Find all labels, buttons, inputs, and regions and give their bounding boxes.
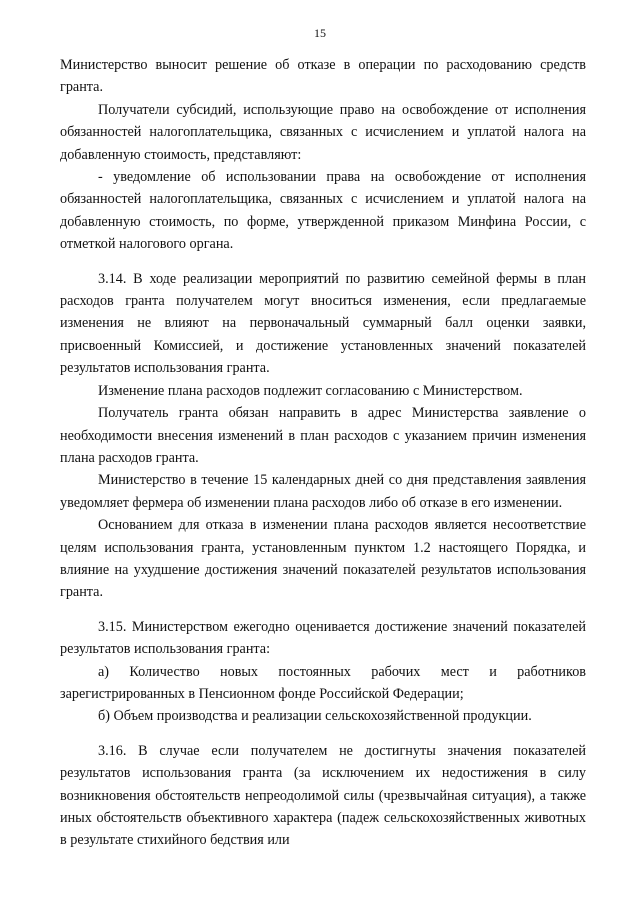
- list-item-a: а) Количество новых постоянных рабочих мест и работников зарегистрированных в Пенсионном фонде Российской Федерации;: [60, 663, 586, 702]
- document-body: [60, 54, 586, 852]
- paragraph-decision-refusal: Министерство выносит решение об отказе в операции по расходованию средств гранта.: [60, 57, 586, 96]
- page-number: 15: [314, 26, 326, 40]
- paragraph-application: Получатель гранта обязан направить в адрес Министерства заявление о необходимости внесения изменений в план расходов с указанием причин изменения плана расходов гранта.: [60, 405, 586, 466]
- paragraph-3-15: 3.15. Министерством ежегодно оценивается достижение значений показателей результатов использования гранта:: [60, 618, 586, 658]
- paragraph-3-16: 3.16. В случае если получателем не достигнуты значения показателей результатов использования гранта (за исключением их недостижения в силу возникновения обстоятельств непреодолимой силы (чрезвычайная ситуация), а также иных обстоятельств объективного характера (падеж сельскохозяйственных животных в результате стихийного бедствия или: [60, 742, 586, 849]
- paragraph-refusal-grounds: Основанием для отказа в изменении плана расходов является несоответствие целям использования гранта, установленным пунктом 1.2 настоящего Порядка, и влияние на ухудшение достижения значений показателей результатов использования гранта.: [60, 517, 586, 601]
- paragraph-3-14: 3.14. В ходе реализации мероприятий по развитию семейной фермы в план расходов гранта получателем могут вноситься изменения, если предлагаемые изменения не влияют на первоначальный суммарный балл оценки заявки, присвоенный Комиссией, и достижение установленных значений показателей результатов использования гранта.: [60, 270, 586, 377]
- paragraph-vat-notice: - уведомление об использовании права на освобождение от исполнения обязанностей налогоплательщика, связанных с исчислением и уплатой налога на добавленную стоимость, по форме, утвержденной приказом Минфина России, с отметкой налогового органа.: [60, 169, 586, 253]
- paragraph-vat-exemption: Получатели субсидий, использующие право на освобождение от исполнения обязанностей налогоплательщика, связанных с исчислением и уплатой налога на добавленную стоимость, представляют:: [60, 101, 586, 163]
- paragraph-plan-approval: Изменение плана расходов подлежит согласованию с Министерством.: [98, 382, 523, 399]
- paragraph-15-days: Министерство в течение 15 календарных дней со дня представления заявления уведомляет фермера об изменении плана расходов либо об отказе в его изменении.: [60, 472, 586, 511]
- list-item-b: б) Объем производства и реализации сельскохозяйственной продукции.: [98, 708, 532, 725]
